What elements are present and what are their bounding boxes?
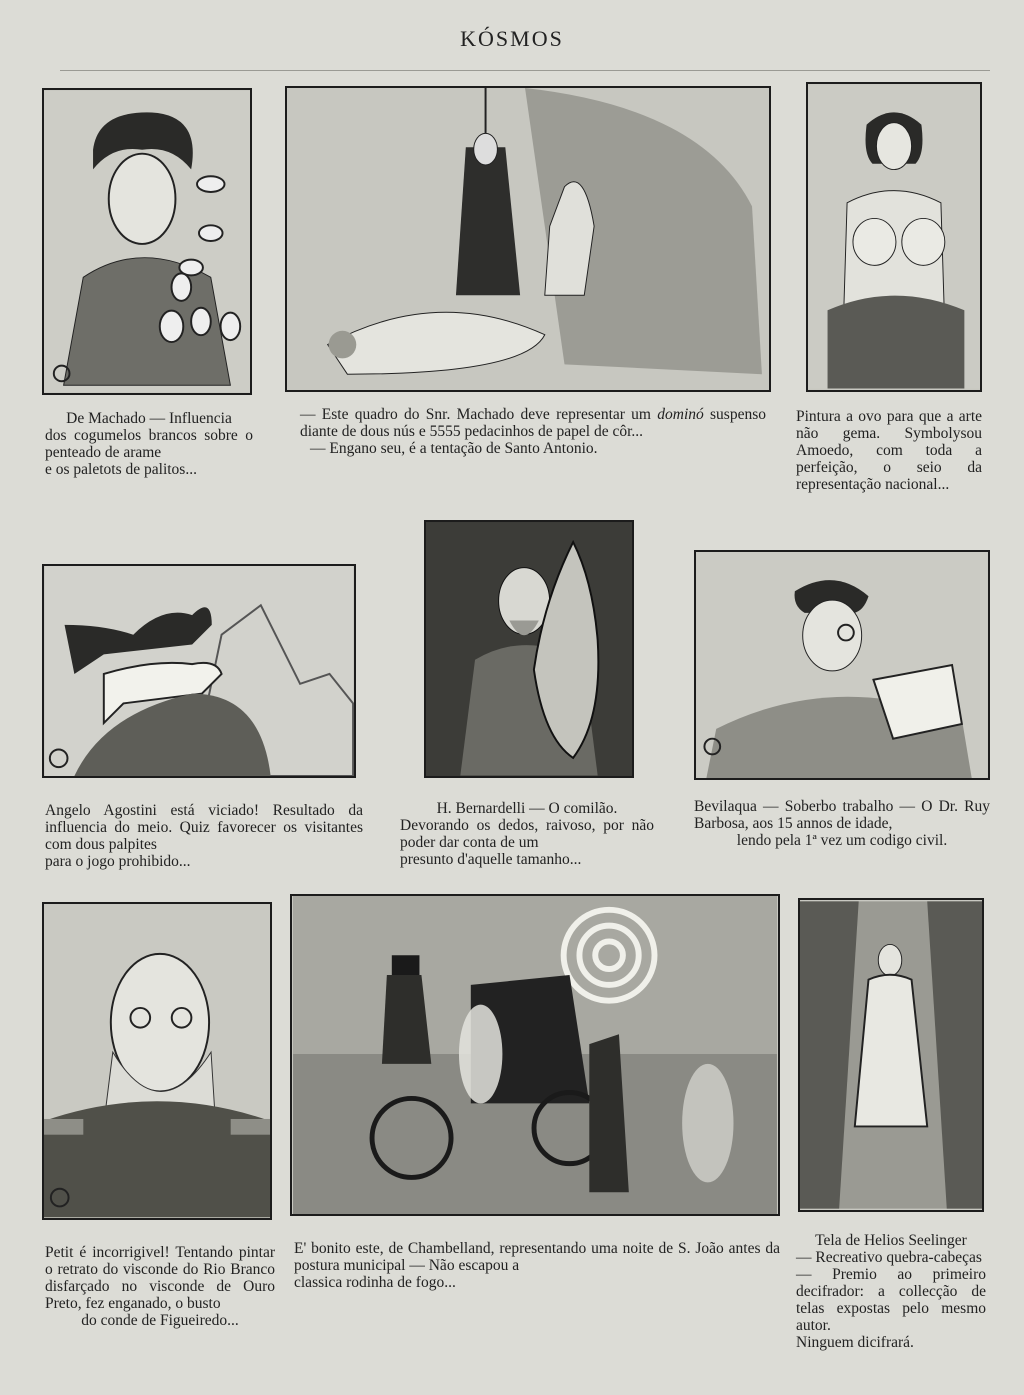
seelinger-illustration <box>800 900 982 1210</box>
panel-agostini <box>42 564 356 778</box>
panel-bevilaqua <box>694 550 990 780</box>
caption-chambelland: E' bonito este, de Chambelland, representando uma noite de S. João antes da postura municipal — Não escapou a classica rodinha de fogo... <box>294 1240 780 1291</box>
caption-machado-domino: — Este quadro do Snr. Machado deve representar um dominó suspenso diante de dous nús e 5555 pedacinhos de papel de côr... — Engano seu, é a tentação de Santo Antonio. <box>300 406 766 457</box>
caption-amoedo: Pintura a ovo para que a arte não gema. Symbolysou Amoedo, com toda a perfeição, o seio da representação nacional... <box>796 408 982 493</box>
panel-machado-domino <box>285 86 771 392</box>
panel-seelinger <box>798 898 984 1212</box>
chambelland-illustration <box>292 896 778 1214</box>
panel-amoedo-painting <box>806 82 982 392</box>
panel-chambelland <box>290 894 780 1216</box>
panel-machado-portrait <box>42 88 252 395</box>
caption-seelinger: Tela de Helios Seelinger — Recreativo quebra-cabeças — Premio ao primeiro decifrador: a collecção de telas expostas pelo mesmo autor. Ninguem dicifrará. <box>796 1232 986 1351</box>
panel-bernardelli <box>424 520 634 778</box>
machado-portrait-illustration <box>44 90 250 393</box>
domino-illustration <box>287 88 769 390</box>
caption-bernardelli: H. Bernardelli — O comilão. Devorando os dedos, raivoso, por não poder dar conta de um presunto d'aquelle tamanho... <box>400 800 654 868</box>
italic-domino: dominó <box>657 406 704 423</box>
header-rule <box>60 70 990 71</box>
bevilaqua-illustration <box>696 552 988 778</box>
caption-petit: Petit é incorrigivel! Tentando pintar o retrato do visconde do Rio Branco disfarçado no visconde de Ouro Preto, fez enganado, o busto do conde de Figueiredo... <box>45 1244 275 1329</box>
caption-agostini: Angelo Agostini está viciado! Resultado da influencia do meio. Quiz favorecer os visitantes com dous palpites para o jogo prohibido... <box>45 802 363 870</box>
agostini-illustration <box>44 566 354 776</box>
amoedo-illustration <box>808 84 980 390</box>
masthead: KÓSMOS <box>460 26 564 51</box>
caption-bevilaqua: Bevilaqua — Soberbo trabalho — O Dr. Ruy Barbosa, aos 15 annos de idade, lendo pela 1ª vez um codigo civil. <box>694 798 990 849</box>
caption-machado-portrait: De Machado — Influencia dos cogumelos brancos sobre o penteado de arame e os paletots de palitos... <box>45 410 253 478</box>
bernardelli-illustration <box>426 522 632 776</box>
petit-illustration <box>44 904 270 1218</box>
panel-petit <box>42 902 272 1220</box>
